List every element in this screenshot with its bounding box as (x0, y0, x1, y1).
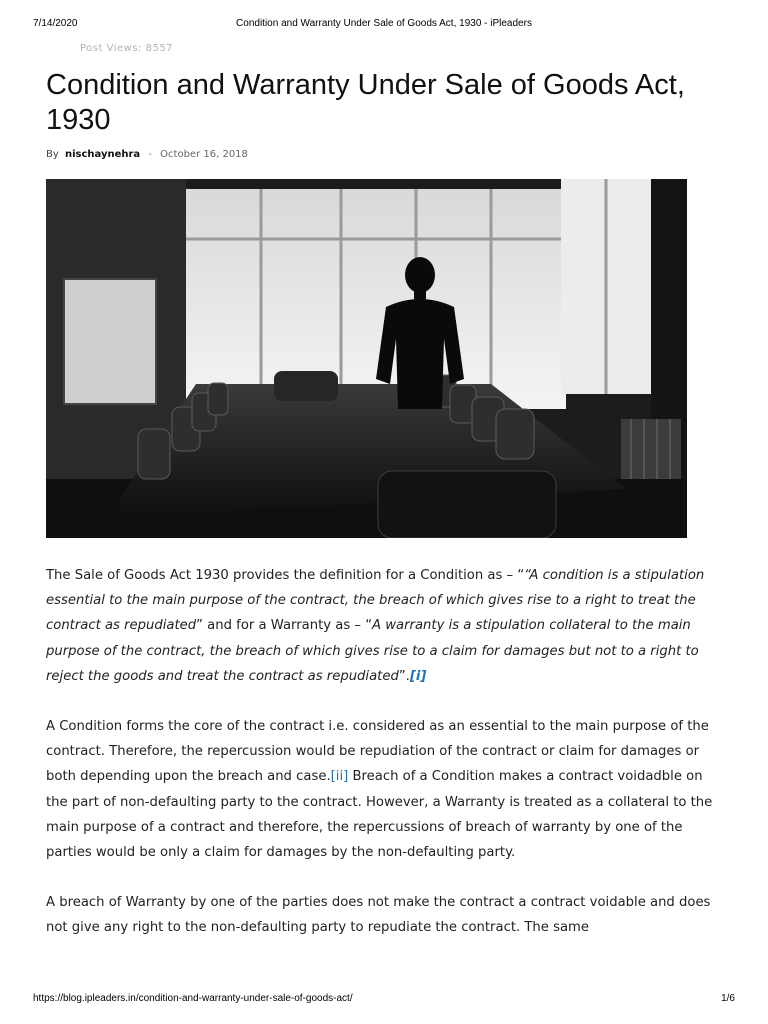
paragraph-text: Breach of a Condition makes a contract voidadble on the part of non-defaulting party to the contract. However, a Warranty is treated as a collateral to the main purpose of a contract and therefore, the repercussions of breach of warranty by one of the parties would be only a claim for damages by the non-defaulting party. (46, 769, 713, 861)
paragraph-breach-of-warranty (46, 890, 726, 940)
paragraph-definitions (46, 563, 726, 689)
author-link[interactable]: nischaynehra (64, 149, 141, 160)
condition-definition-quote: “A condition is a stipulation essential to the main purpose of the contract, the breach of which gives rise to a right to treat the contract as repudiated (46, 568, 705, 634)
print-footer (0, 993, 768, 1007)
featured-image (46, 179, 687, 538)
paragraph-text: ”. (398, 668, 410, 684)
print-document-title: Condition and Warranty Under Sale of Goods Act, 1930 - iPleaders (236, 18, 532, 29)
warranty-definition-quote: A warranty is a stipulation collateral to the main purpose of the contract, the breach of which gives rise to a claim for damages but not to a right to reject the goods and treat the contract as repudiated (46, 618, 699, 684)
byline-by-label: By (46, 149, 59, 160)
print-page-number: 1/6 (721, 993, 735, 1004)
publish-date: October 16, 2018 (160, 149, 248, 160)
paragraph-text: A Condition forms the core of the contract i.e. considered as an essential to the main purpose of the contract. Therefore, the repercussion would be repudiation of the contract or claim for damages or both depending upon the breach and case. (46, 719, 709, 785)
print-url: https://blog.ipleaders.in/condition-and-warranty-under-sale-of-goods-act/ (33, 993, 353, 1004)
print-header (0, 18, 768, 32)
featured-image-illustration (46, 179, 687, 538)
byline-separator: - (148, 149, 152, 160)
paragraph-condition-core (46, 714, 726, 865)
article-byline (46, 149, 248, 160)
footnote-link-ii[interactable]: [ii] (330, 769, 349, 785)
paragraph-text: A breach of Warranty by one of the parties does not make the contract a contract voidable and does not give any right to the non-defaulting party to repudiate the contract. The same (46, 895, 711, 936)
article-body (46, 563, 726, 966)
article-title: Condition and Warranty Under Sale of Goods Act, 1930 (46, 69, 685, 136)
paragraph-text: The Sale of Goods Act 1930 provides the definition for a Condition as – “ (46, 568, 525, 583)
print-date: 7/14/2020 (33, 18, 78, 29)
paragraph-text: ” and for a Warranty as – “ (196, 618, 373, 634)
post-views-counter: Post Views: 8557 (80, 43, 174, 54)
footnote-link-i[interactable]: [i] (409, 668, 427, 684)
